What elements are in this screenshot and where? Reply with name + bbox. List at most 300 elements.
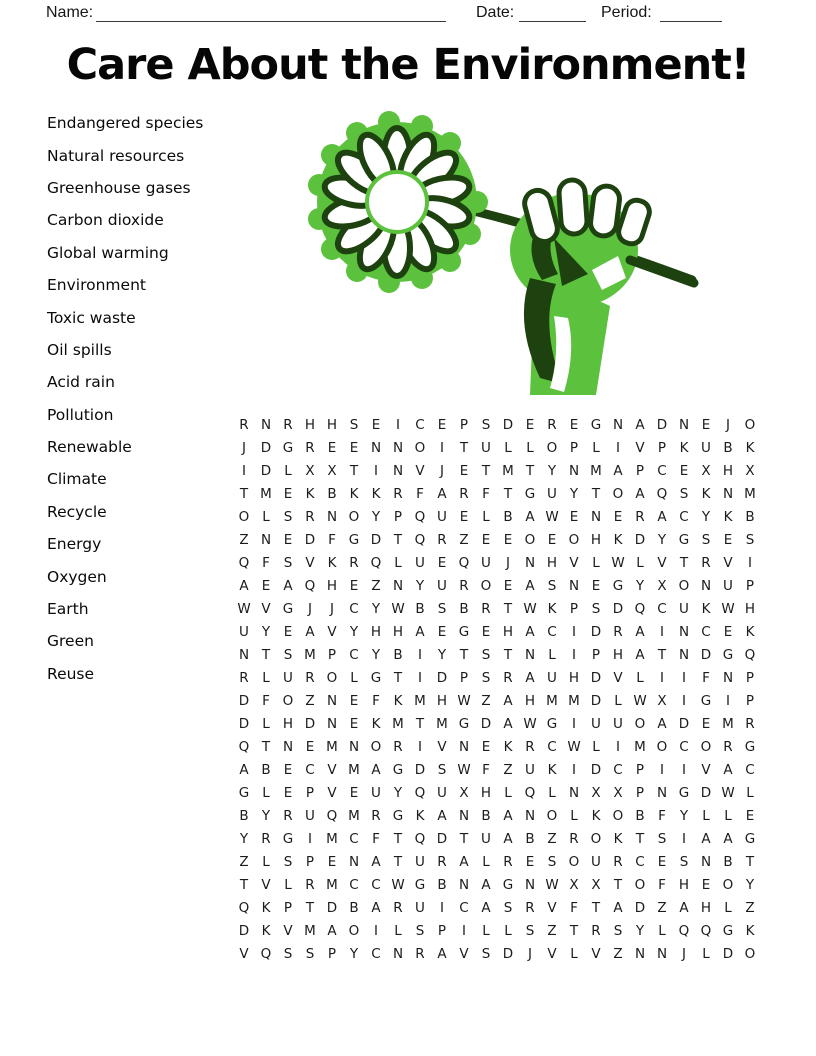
grid-letter: R: [503, 854, 513, 870]
grid-letter: G: [722, 647, 734, 663]
grid-letter: C: [349, 877, 359, 893]
fist-graphic: [510, 179, 694, 395]
grid-letter: T: [613, 877, 623, 893]
grid-letter: W: [457, 762, 471, 778]
grid-letter: Z: [239, 532, 249, 548]
grid-letter: X: [701, 463, 711, 479]
grid-letter: L: [284, 877, 292, 893]
page-title: Care About the Environment!: [66, 40, 750, 90]
grid-letter: U: [723, 578, 733, 594]
grid-letter: C: [459, 900, 469, 916]
grid-letter: N: [260, 532, 272, 548]
grid-letter: L: [592, 739, 600, 755]
grid-letter: E: [481, 532, 491, 548]
grid-row: [233, 598, 761, 621]
grid-letter: D: [590, 693, 602, 709]
grid-letter: D: [722, 946, 734, 962]
grid-letter: N: [722, 486, 734, 502]
grid-letter: T: [393, 532, 403, 548]
grid-letter: G: [414, 877, 426, 893]
grid-letter: O: [634, 716, 646, 732]
grid-row: [233, 644, 761, 667]
grid-letter: B: [393, 647, 403, 663]
grid-letter: O: [568, 532, 580, 548]
grid-letter: S: [591, 601, 601, 617]
grid-letter: T: [503, 647, 513, 663]
grid-letter: H: [502, 624, 514, 640]
grid-row: [233, 943, 761, 966]
grid-letter: D: [502, 946, 514, 962]
grid-letter: D: [656, 417, 668, 433]
grid-letter: L: [636, 670, 644, 686]
grid-letter: O: [414, 440, 426, 456]
grid-letter: L: [262, 509, 270, 525]
grid-letter: A: [723, 762, 733, 778]
grid-letter: K: [503, 739, 513, 755]
word-list-item: Pollution: [47, 405, 114, 424]
date-blank-line: [519, 6, 586, 22]
grid-letter: T: [305, 900, 315, 916]
grid-letter: U: [283, 670, 293, 686]
grid-letter: O: [480, 578, 492, 594]
grid-letter: R: [525, 900, 535, 916]
grid-letter: I: [572, 716, 576, 732]
grid-letter: L: [614, 693, 622, 709]
grid-letter: W: [523, 716, 537, 732]
grid-letter: O: [700, 739, 712, 755]
grid-letter: T: [657, 647, 667, 663]
grid-letter: A: [657, 716, 667, 732]
grid-letter: S: [525, 923, 535, 939]
grid-letter: P: [569, 440, 579, 456]
grid-letter: A: [459, 854, 469, 870]
grid-letter: U: [547, 670, 557, 686]
grid-letter: W: [391, 877, 405, 893]
grid-letter: Y: [701, 509, 711, 525]
grid-row: [233, 897, 761, 920]
grid-letter: A: [635, 486, 645, 502]
grid-letter: S: [283, 647, 293, 663]
grid-letter: O: [678, 578, 690, 594]
grid-letter: L: [394, 555, 402, 571]
grid-letter: L: [570, 946, 578, 962]
grid-letter: X: [745, 463, 755, 479]
grid-letter: L: [482, 854, 490, 870]
grid-letter: J: [682, 946, 686, 962]
period-label: Period:: [601, 4, 652, 21]
grid-letter: S: [745, 532, 755, 548]
grid-letter: L: [262, 670, 270, 686]
grid-letter: L: [284, 463, 292, 479]
grid-letter: V: [459, 946, 469, 962]
grid-letter: U: [679, 601, 689, 617]
grid-letter: V: [327, 624, 337, 640]
grid-letter: T: [393, 670, 403, 686]
word-list-item: Endangered species: [47, 114, 204, 133]
grid-letter: F: [570, 900, 578, 916]
grid-letter: C: [547, 739, 557, 755]
grid-row: [233, 552, 761, 575]
grid-letter: P: [393, 509, 403, 525]
grid-letter: D: [700, 647, 712, 663]
grid-letter: N: [722, 670, 734, 686]
grid-letter: N: [392, 463, 404, 479]
grid-letter: A: [635, 417, 645, 433]
grid-letter: S: [305, 946, 315, 962]
grid-letter: P: [569, 601, 579, 617]
grid-row: [233, 529, 761, 552]
grid-letter: N: [392, 440, 404, 456]
grid-letter: B: [327, 486, 337, 502]
grid-letter: I: [308, 831, 312, 847]
grid-letter: L: [482, 509, 490, 525]
grid-letter: I: [572, 762, 576, 778]
grid-letter: V: [701, 762, 711, 778]
grid-letter: U: [437, 578, 447, 594]
grid-letter: O: [546, 808, 558, 824]
grid-letter: V: [437, 739, 447, 755]
grid-letter: D: [480, 716, 492, 732]
grid-letter: S: [437, 601, 447, 617]
grid-letter: N: [678, 417, 690, 433]
grid-letter: B: [349, 900, 359, 916]
grid-letter: O: [348, 923, 360, 939]
grid-letter: C: [305, 762, 315, 778]
grid-row: [233, 437, 761, 460]
grid-letter: Q: [414, 831, 426, 847]
grid-letter: Z: [547, 831, 557, 847]
grid-letter: I: [242, 463, 246, 479]
grid-letter: T: [591, 900, 601, 916]
grid-letter: D: [238, 693, 250, 709]
grid-letter: E: [723, 532, 733, 548]
grid-letter: L: [350, 670, 358, 686]
grid-letter: T: [261, 647, 271, 663]
grid-letter: M: [546, 693, 558, 709]
grid-letter: A: [503, 716, 513, 732]
grid-letter: X: [657, 693, 667, 709]
grid-row: [233, 736, 761, 759]
grid-letter: S: [679, 486, 689, 502]
grid-letter: N: [260, 417, 272, 433]
grid-letter: C: [679, 739, 689, 755]
grid-letter: N: [326, 693, 338, 709]
grid-letter: M: [722, 716, 734, 732]
grid-letter: R: [371, 808, 381, 824]
grid-letter: D: [634, 900, 646, 916]
grid-letter: M: [348, 762, 360, 778]
grid-letter: H: [304, 417, 316, 433]
grid-letter: A: [371, 900, 381, 916]
grid-letter: T: [459, 440, 469, 456]
grid-letter: K: [701, 486, 711, 502]
grid-letter: L: [592, 555, 600, 571]
grid-letter: F: [482, 486, 490, 502]
grid-letter: P: [459, 417, 469, 433]
grid-letter: M: [590, 463, 602, 479]
word-list-item: Green: [47, 632, 94, 651]
grid-letter: I: [748, 555, 752, 571]
grid-letter: U: [239, 624, 249, 640]
word-search-grid: [233, 414, 761, 966]
grid-letter: S: [657, 831, 667, 847]
grid-letter: E: [349, 785, 359, 801]
word-list-item: Climate: [47, 470, 107, 489]
grid-letter: K: [349, 486, 359, 502]
grid-letter: G: [612, 578, 624, 594]
grid-letter: A: [657, 509, 667, 525]
grid-letter: S: [283, 946, 293, 962]
grid-letter: T: [239, 486, 249, 502]
grid-letter: K: [305, 486, 315, 502]
grid-letter: W: [721, 601, 735, 617]
grid-letter: P: [327, 647, 337, 663]
grid-letter: L: [504, 785, 512, 801]
grid-letter: S: [481, 946, 491, 962]
grid-row: [233, 690, 761, 713]
grid-letter: R: [415, 946, 425, 962]
grid-letter: N: [458, 739, 470, 755]
grid-letter: E: [657, 854, 667, 870]
grid-letter: Q: [414, 509, 426, 525]
grid-letter: P: [591, 647, 601, 663]
grid-letter: X: [657, 578, 667, 594]
grid-letter: T: [459, 647, 469, 663]
grid-letter: M: [414, 693, 426, 709]
grid-letter: H: [480, 785, 492, 801]
grid-letter: Z: [503, 762, 513, 778]
grid-letter: U: [481, 440, 491, 456]
grid-letter: S: [481, 647, 491, 663]
grid-letter: S: [283, 555, 293, 571]
grid-letter: G: [700, 693, 712, 709]
grid-letter: L: [724, 900, 732, 916]
grid-letter: F: [328, 532, 336, 548]
grid-letter: R: [239, 417, 249, 433]
grid-letter: U: [415, 900, 425, 916]
grid-letter: K: [415, 808, 425, 824]
grid-letter: M: [304, 923, 316, 939]
grid-letter: G: [392, 808, 404, 824]
grid-letter: T: [679, 555, 689, 571]
grid-letter: A: [481, 900, 491, 916]
grid-letter: Y: [239, 831, 249, 847]
grid-letter: N: [568, 785, 580, 801]
grid-letter: S: [283, 509, 293, 525]
grid-letter: W: [567, 739, 581, 755]
grid-letter: L: [504, 923, 512, 939]
grid-letter: V: [305, 555, 315, 571]
grid-letter: H: [436, 693, 448, 709]
grid-letter: P: [635, 762, 645, 778]
grid-letter: Q: [414, 785, 426, 801]
grid-letter: L: [636, 555, 644, 571]
grid-letter: K: [613, 532, 623, 548]
grid-letter: H: [326, 417, 338, 433]
grid-letter: O: [612, 808, 624, 824]
grid-letter: C: [701, 624, 711, 640]
grid-letter: N: [700, 854, 712, 870]
grid-letter: O: [634, 877, 646, 893]
grid-letter: M: [326, 831, 338, 847]
grid-letter: E: [283, 624, 293, 640]
grid-letter: I: [572, 647, 576, 663]
name-blank-line: [96, 6, 446, 22]
grid-letter: J: [242, 440, 246, 456]
grid-letter: E: [283, 486, 293, 502]
grid-letter: K: [591, 808, 601, 824]
grid-letter: C: [349, 601, 359, 617]
grid-letter: Z: [305, 693, 315, 709]
grid-letter: P: [437, 923, 447, 939]
grid-letter: R: [283, 808, 293, 824]
grid-letter: V: [327, 762, 337, 778]
word-list-item: Reuse: [47, 664, 95, 683]
grid-letter: C: [635, 854, 645, 870]
grid-letter: O: [744, 417, 756, 433]
grid-row: [233, 874, 761, 897]
grid-letter: R: [701, 555, 711, 571]
grid-letter: Q: [744, 647, 756, 663]
grid-letter: N: [238, 647, 250, 663]
grid-letter: Y: [657, 532, 667, 548]
grid-letter: T: [635, 831, 645, 847]
grid-letter: U: [613, 716, 623, 732]
grid-letter: S: [481, 417, 491, 433]
grid-letter: U: [415, 854, 425, 870]
grid-letter: C: [679, 509, 689, 525]
grid-letter: D: [590, 762, 602, 778]
grid-letter: E: [283, 785, 293, 801]
grid-letter: E: [525, 854, 535, 870]
grid-letter: N: [656, 785, 668, 801]
grid-letter: X: [613, 785, 623, 801]
grid-letter: I: [616, 739, 620, 755]
grid-letter: S: [437, 762, 447, 778]
word-list-item: Carbon dioxide: [47, 211, 164, 230]
grid-letter: R: [503, 670, 513, 686]
grid-letter: R: [591, 923, 601, 939]
grid-row: [233, 782, 761, 805]
grid-letter: A: [437, 486, 447, 502]
grid-letter: H: [744, 601, 756, 617]
grid-letter: B: [239, 808, 249, 824]
grid-letter: E: [701, 417, 711, 433]
grid-letter: O: [546, 440, 558, 456]
grid-letter: E: [481, 624, 491, 640]
grid-row: [233, 667, 761, 690]
grid-letter: R: [305, 670, 315, 686]
grid-letter: N: [678, 647, 690, 663]
grid-letter: E: [349, 693, 359, 709]
grid-letter: V: [591, 946, 601, 962]
grid-letter: K: [371, 716, 381, 732]
grid-letter: M: [502, 463, 514, 479]
grid-letter: E: [525, 417, 535, 433]
grid-letter: C: [349, 647, 359, 663]
grid-letter: Q: [370, 555, 382, 571]
grid-letter: D: [414, 762, 426, 778]
grid-letter: M: [634, 739, 646, 755]
grid-letter: T: [569, 923, 579, 939]
grid-letter: E: [503, 578, 513, 594]
grid-letter: E: [569, 417, 579, 433]
grid-letter: D: [260, 463, 272, 479]
fist-flower-illustration: [292, 110, 704, 396]
grid-letter: T: [459, 831, 469, 847]
grid-letter: A: [327, 923, 337, 939]
grid-letter: I: [374, 923, 378, 939]
grid-letter: K: [723, 509, 733, 525]
grid-letter: E: [437, 555, 447, 571]
grid-letter: M: [436, 716, 448, 732]
grid-letter: N: [524, 555, 536, 571]
grid-letter: O: [612, 486, 624, 502]
grid-letter: M: [348, 808, 360, 824]
grid-letter: R: [569, 831, 579, 847]
grid-letter: I: [660, 670, 664, 686]
grid-letter: F: [658, 808, 666, 824]
grid-letter: G: [590, 417, 602, 433]
grid-letter: A: [723, 831, 733, 847]
grid-row: [233, 759, 761, 782]
grid-letter: S: [415, 923, 425, 939]
grid-letter: L: [658, 923, 666, 939]
grid-row: [233, 828, 761, 851]
grid-letter: V: [635, 440, 645, 456]
grid-letter: N: [656, 946, 668, 962]
grid-letter: O: [744, 946, 756, 962]
grid-letter: R: [305, 877, 315, 893]
grid-letter: C: [371, 946, 381, 962]
grid-row: [233, 713, 761, 736]
grid-letter: Q: [700, 923, 712, 939]
grid-letter: M: [304, 647, 316, 663]
grid-letter: E: [283, 532, 293, 548]
word-list-item: Recycle: [47, 502, 107, 521]
grid-letter: F: [658, 877, 666, 893]
grid-letter: R: [349, 555, 359, 571]
grid-letter: E: [701, 716, 711, 732]
word-list-item: Greenhouse gases: [47, 178, 191, 197]
grid-letter: N: [524, 808, 536, 824]
grid-row: [233, 575, 761, 598]
grid-letter: D: [502, 417, 514, 433]
grid-letter: W: [545, 877, 559, 893]
grid-letter: C: [349, 831, 359, 847]
grid-letter: L: [504, 440, 512, 456]
grid-letter: D: [590, 624, 602, 640]
grid-letter: I: [374, 463, 378, 479]
grid-letter: R: [525, 739, 535, 755]
grid-letter: D: [634, 532, 646, 548]
grid-letter: P: [305, 785, 315, 801]
word-list-item: Natural resources: [47, 146, 185, 165]
grid-letter: C: [415, 417, 425, 433]
grid-letter: Q: [524, 785, 536, 801]
grid-letter: K: [371, 486, 381, 502]
grid-letter: C: [547, 624, 557, 640]
grid-letter: E: [679, 463, 689, 479]
grid-letter: Q: [634, 601, 646, 617]
grid-letter: H: [282, 716, 294, 732]
grid-letter: L: [592, 440, 600, 456]
grid-letter: E: [459, 509, 469, 525]
grid-letter: E: [613, 509, 623, 525]
grid-letter: Y: [371, 647, 381, 663]
grid-letter: A: [481, 877, 491, 893]
grid-letter: T: [261, 739, 271, 755]
